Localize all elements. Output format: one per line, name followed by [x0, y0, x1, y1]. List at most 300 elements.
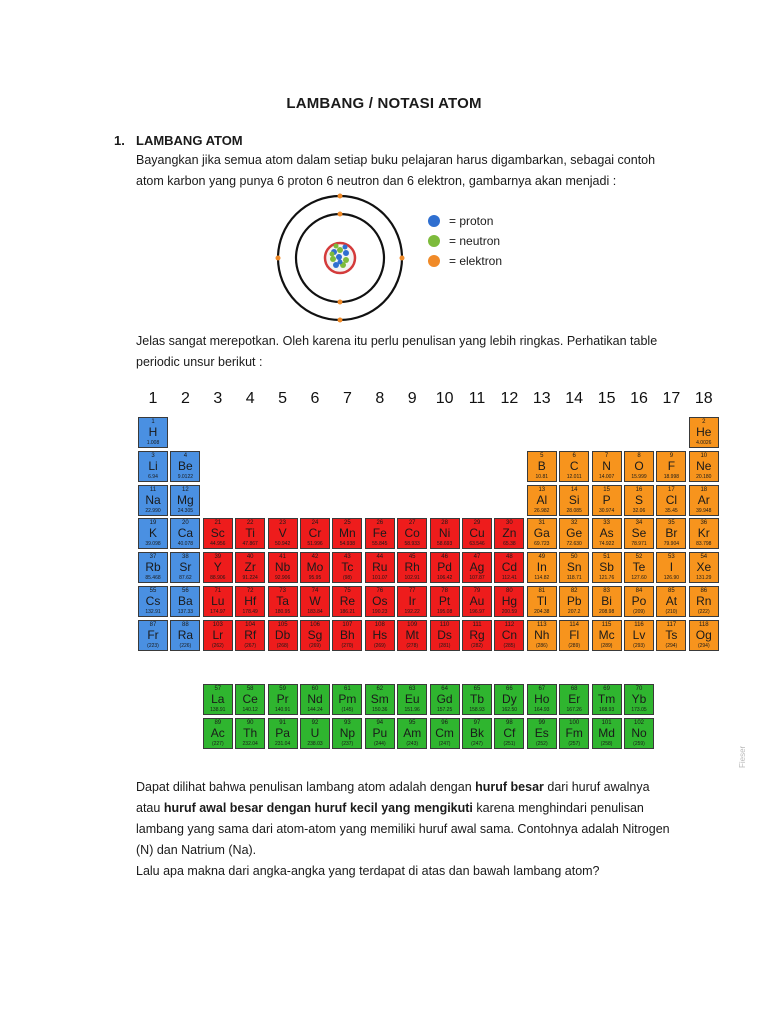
atomic-number: 4: [183, 452, 188, 459]
atomic-mass: 26.982: [534, 507, 550, 514]
atomic-number: 65: [473, 686, 481, 692]
atomic-mass: (244): [373, 740, 386, 747]
atomic-mass: (243): [406, 740, 419, 747]
element-symbol: Cd: [501, 560, 518, 575]
element-cell-at: [656, 586, 686, 617]
group-number-10: 10: [435, 390, 454, 407]
element-cell-ra: [170, 620, 200, 651]
explanation-line-1c: dari huruf awalnya: [543, 780, 650, 794]
atomic-mass: (270): [341, 642, 354, 649]
atomic-mass: 140.91: [274, 707, 291, 713]
element-cell-ti: [235, 518, 265, 549]
group-number-2: 2: [180, 390, 190, 407]
element-symbol: Lv: [632, 627, 646, 642]
element-symbol: V: [278, 526, 287, 541]
atomic-mass: 158.93: [469, 707, 485, 713]
element-symbol: Bk: [469, 725, 484, 740]
atomic-mass: (262): [211, 642, 224, 649]
atomic-mass: (237): [341, 740, 354, 747]
element-cell-pa: [268, 718, 298, 749]
atomic-number: 49: [538, 554, 546, 561]
element-symbol: S: [634, 492, 643, 507]
element-cell-u: [300, 718, 330, 749]
atomic-number: 20: [182, 520, 189, 527]
atomic-number: 33: [603, 520, 610, 527]
atomic-number: 51: [603, 554, 610, 561]
atomic-mass: 51.996: [307, 541, 323, 548]
element-symbol: Rg: [469, 627, 485, 642]
element-cell-th: [235, 718, 265, 749]
atomic-mass: (289): [600, 642, 613, 649]
atomic-number: 8: [637, 452, 641, 459]
atomic-number: 31: [538, 520, 546, 527]
atomic-mass: 50.942: [274, 541, 291, 548]
atomic-number: 69: [603, 686, 610, 692]
group-number-4: 4: [245, 390, 255, 407]
atomic-mass: (222): [697, 609, 710, 615]
element-symbol: Zn: [502, 526, 517, 541]
element-cell-f: [656, 451, 686, 482]
paragraph-explanation: [136, 777, 696, 882]
element-symbol: Cs: [145, 594, 161, 608]
element-symbol: Sn: [566, 560, 582, 575]
atomic-mass: (223): [147, 642, 159, 649]
element-symbol: Nh: [534, 627, 550, 642]
atomic-number: 41: [279, 554, 286, 561]
atomic-number: 38: [182, 554, 189, 561]
atomic-mass: (98): [342, 575, 352, 582]
element-cell-ga: [527, 518, 557, 549]
atomic-number: 72: [246, 588, 254, 594]
periodic-line-1: Jelas sangat merepotkan. Oleh karena itu perlu penulisan yang lebih ringkas. Perhatikan table: [136, 334, 658, 348]
element-symbol: Zr: [244, 560, 256, 575]
element-symbol: Rn: [696, 594, 712, 608]
element-symbol: Am: [403, 725, 422, 740]
atomic-number: 91: [279, 719, 286, 726]
element-symbol: P: [602, 492, 611, 507]
element-cell-lv: [624, 620, 654, 651]
atomic-number: 103: [212, 621, 223, 628]
atomic-number: 66: [506, 686, 513, 692]
atomic-number: 22: [246, 520, 254, 527]
element-symbol: Fl: [569, 627, 580, 642]
element-symbol: Y: [213, 560, 222, 575]
element-symbol: Be: [178, 458, 193, 473]
atomic-number: 59: [279, 686, 286, 692]
atomic-number: 64: [441, 686, 448, 692]
element-cell-ar: [689, 485, 719, 516]
element-cell-mn: [332, 518, 362, 549]
atomic-number: 101: [601, 719, 612, 726]
atomic-number: 74: [311, 588, 319, 594]
element-symbol: Pm: [338, 692, 357, 706]
atomic-number: 13: [538, 486, 546, 493]
atomic-number: 67: [538, 686, 546, 692]
element-symbol: B: [537, 458, 546, 473]
element-symbol: Ac: [210, 725, 225, 740]
atomic-mass: 200.59: [501, 609, 518, 615]
element-symbol: Ho: [534, 692, 550, 706]
element-cell-bi: [592, 586, 622, 617]
atomic-number: 9: [669, 452, 674, 459]
element-cell-cu: [462, 518, 492, 549]
element-cell-eu: [397, 684, 427, 715]
element-symbol: Pa: [275, 725, 290, 740]
element-cell-k: [138, 518, 168, 549]
atomic-mass: 28.085: [566, 507, 582, 514]
element-cell-rf: [235, 620, 265, 651]
element-cell-rg: [462, 620, 492, 651]
atomic-number: 11: [149, 486, 157, 493]
atomic-mass: 54.938: [339, 541, 356, 548]
element-cell-fm: [559, 718, 589, 749]
atomic-number: 26: [376, 520, 384, 527]
element-cell-bk: [462, 718, 492, 749]
element-cell-p: [592, 485, 622, 516]
atomic-mass: (289): [568, 642, 581, 649]
atomic-mass: 140.12: [242, 707, 258, 713]
atomic-mass: 144.24: [307, 707, 323, 713]
atomic-mass: 118.71: [566, 575, 582, 582]
element-symbol: Pr: [276, 692, 289, 706]
element-symbol: Pd: [437, 560, 452, 575]
atomic-number: 70: [635, 686, 643, 692]
atomic-number: 21: [214, 520, 222, 527]
element-symbol: Ni: [438, 526, 451, 541]
atomic-number: 54: [700, 554, 708, 561]
atomic-mass: 91.224: [242, 575, 258, 582]
element-symbol: Cu: [469, 526, 485, 541]
element-symbol: Al: [536, 492, 548, 507]
element-cell-sg: [300, 620, 330, 651]
element-symbol: La: [211, 692, 225, 706]
atomic-mass: (145): [341, 707, 354, 713]
atomic-mass: 15.999: [631, 473, 647, 480]
atomic-number: 90: [246, 719, 254, 726]
element-symbol: Ru: [372, 560, 388, 575]
atomic-number: 53: [668, 554, 675, 561]
atomic-mass: 87.62: [179, 575, 192, 582]
atomic-mass: (278): [406, 642, 419, 649]
element-cell-pb: [559, 586, 589, 617]
element-cell-la: [203, 684, 233, 715]
atomic-number: 7: [604, 452, 609, 459]
element-cell-mc: [592, 620, 622, 651]
atomic-mass: 107.87: [469, 575, 485, 582]
atomic-number: 2: [702, 419, 706, 425]
atomic-number: 87: [149, 621, 157, 628]
element-symbol: Ts: [665, 627, 678, 642]
element-cell-te: [624, 552, 654, 583]
atomic-number: 3: [151, 452, 155, 459]
atomic-mass: 162.50: [501, 707, 518, 713]
element-cell-y: [203, 552, 233, 583]
element-symbol: Bh: [340, 627, 355, 642]
atomic-number: 12: [182, 486, 189, 493]
element-cell-au: [462, 586, 492, 617]
element-cell-bh: [332, 620, 362, 651]
atomic-number: 47: [473, 554, 481, 561]
atomic-mass: 106.42: [436, 575, 453, 582]
group-number-11: 11: [468, 390, 486, 407]
element-cell-cd: [494, 552, 524, 583]
atomic-number: 68: [570, 686, 578, 692]
paragraph-intro: [136, 150, 696, 192]
element-symbol: Er: [568, 692, 581, 706]
legend-proton: [428, 211, 502, 231]
element-symbol: Bi: [601, 594, 612, 608]
element-cell-zr: [235, 552, 265, 583]
atomic-mass: 101.07: [372, 575, 388, 582]
atomic-mass: 6.94: [148, 473, 158, 480]
element-cell-sc: [203, 518, 233, 549]
element-cell-lr: [203, 620, 233, 651]
element-symbol: Es: [534, 725, 549, 740]
atomic-number: 60: [311, 686, 319, 692]
intro-line-1: Bayangkan jika semua atom dalam setiap buku pelajaran harus digambarkan, sebagai contoh: [136, 153, 656, 167]
atomic-number: 55: [149, 588, 157, 594]
atomic-mass: 79.904: [663, 541, 680, 548]
element-symbol: Yb: [631, 692, 647, 706]
atomic-number: 102: [633, 719, 644, 726]
atomic-mass: 127.60: [631, 575, 647, 582]
element-symbol: Eu: [404, 692, 420, 706]
atomic-mass: 40.078: [177, 541, 194, 548]
atomic-mass: 131.29: [696, 575, 712, 582]
element-symbol: Ag: [469, 560, 485, 575]
atomic-mass: (294): [697, 642, 710, 649]
element-symbol: I: [669, 560, 674, 575]
element-cell-sm: [365, 684, 395, 715]
element-cell-no: [624, 718, 654, 749]
element-cell-sr: [170, 552, 200, 583]
element-symbol: H: [148, 425, 158, 439]
element-symbol: Os: [372, 594, 388, 608]
atomic-number: 113: [537, 621, 547, 628]
element-cell-mg: [170, 485, 200, 516]
atomic-number: 116: [634, 621, 644, 628]
atomic-mass: (267): [244, 642, 257, 649]
atomic-number: 73: [279, 588, 286, 594]
atomic-number: 29: [473, 520, 481, 527]
atomic-mass: 35.45: [665, 507, 678, 514]
element-cell-si: [559, 485, 589, 516]
atomic-number: 112: [504, 621, 515, 628]
element-symbol: Ca: [177, 526, 194, 541]
element-cell-hf: [235, 586, 265, 617]
element-cell-fl: [559, 620, 589, 651]
element-cell-lu: [203, 586, 233, 617]
element-symbol: Ga: [533, 526, 550, 541]
atomic-mass: 238.03: [307, 740, 323, 747]
element-symbol: Tl: [536, 594, 547, 608]
element-symbol: Md: [598, 725, 615, 740]
element-cell-c: [559, 451, 589, 482]
atomic-mass: 63.546: [469, 541, 485, 548]
atomic-number: 92: [311, 719, 319, 726]
element-symbol: Sc: [210, 526, 225, 541]
element-symbol: Mc: [598, 627, 615, 642]
atomic-mass: (293): [633, 642, 645, 649]
element-cell-br: [656, 518, 686, 549]
element-cell-in: [527, 552, 557, 583]
element-symbol: Sm: [370, 692, 389, 706]
periodic-line-2: periodic unsur berikut :: [136, 355, 263, 369]
element-symbol: Sr: [179, 560, 192, 575]
atomic-mass: (259): [633, 740, 645, 747]
element-cell-mt: [397, 620, 427, 651]
atomic-number: 93: [344, 719, 351, 726]
atomic-mass: 208.98: [598, 609, 615, 615]
atomic-mass: 47.867: [242, 541, 258, 548]
element-cell-ta: [268, 586, 298, 617]
atomic-mass: (281): [438, 642, 451, 649]
atomic-mass: 74.922: [598, 541, 615, 548]
element-symbol: Kr: [697, 526, 710, 541]
atomic-mass: 174.97: [210, 609, 226, 615]
element-cell-rh: [397, 552, 427, 583]
atomic-number: 77: [408, 588, 416, 594]
atomic-number: 63: [408, 686, 416, 692]
carbon-atom-diagram: [270, 190, 410, 330]
atomic-mass: (247): [438, 740, 451, 747]
atomic-number: 100: [569, 719, 580, 726]
element-symbol: Og: [695, 627, 712, 642]
element-cell-hg: [494, 586, 524, 617]
element-symbol: Mo: [306, 560, 324, 575]
element-cell-og: [689, 620, 719, 651]
atomic-mass: 186.21: [339, 609, 356, 615]
element-symbol: Fe: [372, 526, 387, 541]
group-number-8: 8: [375, 390, 385, 407]
atomic-number: 79: [473, 588, 481, 594]
element-cell-ru: [365, 552, 395, 583]
element-symbol: C: [569, 458, 579, 473]
group-number-16: 16: [630, 390, 648, 407]
element-cell-pm: [332, 684, 362, 715]
element-symbol: Ne: [696, 458, 712, 473]
element-cell-os: [365, 586, 395, 617]
element-symbol: Fr: [147, 627, 159, 642]
group-number-13: 13: [532, 390, 551, 407]
atomic-number: 78: [441, 588, 448, 594]
proton-dot-icon: [428, 215, 440, 227]
legend-neutron-label: = neutron: [449, 234, 501, 248]
atomic-number: 43: [344, 554, 351, 561]
element-symbol: Te: [632, 560, 646, 575]
element-symbol: Db: [274, 627, 291, 642]
atomic-number: 18: [700, 486, 708, 493]
element-cell-mo: [300, 552, 330, 583]
element-cell-cf: [494, 718, 524, 749]
element-symbol: Pt: [438, 594, 451, 608]
atomic-mass: 4.0026: [696, 440, 712, 446]
element-cell-h: [138, 417, 168, 448]
element-symbol: Cr: [308, 526, 322, 541]
element-cell-cl: [656, 485, 686, 516]
element-symbol: Pb: [566, 594, 582, 608]
atomic-mass: 32.06: [632, 507, 646, 514]
element-cell-cn: [494, 620, 524, 651]
atomic-mass: (282): [471, 642, 483, 649]
atomic-number: 89: [214, 719, 222, 726]
element-cell-fe: [365, 518, 395, 549]
atomic-number: 24: [311, 520, 319, 527]
element-symbol: Lu: [211, 594, 225, 608]
element-symbol: W: [309, 594, 321, 608]
atomic-mass: 112.41: [501, 575, 517, 582]
element-symbol: Mg: [177, 492, 194, 507]
atomic-number: 85: [668, 588, 675, 594]
atomic-number: 45: [408, 554, 416, 561]
atomic-mass: 137.33: [177, 609, 194, 615]
atomic-number: 105: [277, 621, 288, 628]
atomic-mass: 168.93: [598, 707, 615, 713]
element-symbol: K: [148, 526, 157, 541]
atomic-mass: (268): [276, 642, 289, 649]
element-symbol: Tm: [597, 692, 616, 706]
element-symbol: Mt: [405, 627, 419, 642]
atomic-mass: (285): [503, 642, 516, 649]
atomic-mass: (252): [535, 740, 548, 747]
element-symbol: Ti: [245, 526, 255, 541]
element-symbol: Pu: [372, 725, 388, 740]
atomic-number: 96: [441, 719, 448, 726]
neutron-dot-icon: [428, 235, 440, 247]
atomic-mass: (286): [535, 642, 548, 649]
intro-line-2: atom karbon yang punya 6 proton 6 neutron dan 6 elektron, gambarnya akan menjadi :: [136, 174, 617, 188]
element-cell-er: [559, 684, 589, 715]
element-symbol: Au: [469, 594, 485, 608]
atomic-number: 32: [570, 520, 578, 527]
atomic-number: 50: [570, 554, 578, 561]
atomic-number: 61: [344, 686, 351, 692]
element-symbol: Ir: [408, 594, 416, 608]
atomic-number: 114: [569, 621, 579, 628]
atomic-number: 94: [376, 719, 384, 726]
atomic-number: 76: [376, 588, 384, 594]
element-cell-pt: [430, 586, 460, 617]
atomic-mass: 207.2: [567, 609, 581, 615]
atomic-number: 6: [572, 452, 576, 459]
atomic-mass: 22.990: [145, 507, 161, 514]
element-cell-li: [138, 451, 168, 482]
element-cell-rb: [138, 552, 168, 583]
element-symbol: Dy: [502, 692, 517, 706]
atomic-mass: 132.91: [145, 609, 161, 615]
atomic-number: 98: [506, 719, 513, 726]
element-cell-cs: [138, 586, 168, 617]
element-cell-es: [527, 718, 557, 749]
element-cell-s: [624, 485, 654, 516]
element-symbol: As: [599, 526, 614, 541]
element-symbol: Si: [568, 492, 580, 507]
atomic-mass: (247): [471, 740, 483, 747]
atomic-mass: 58.693: [436, 541, 453, 548]
atomic-number: 28: [441, 520, 448, 527]
atomic-mass: 195.08: [436, 609, 453, 615]
element-symbol: O: [634, 458, 644, 473]
atomic-mass: (269): [373, 642, 386, 649]
atomic-number: 40: [246, 554, 254, 561]
atomic-number: 52: [635, 554, 643, 561]
atomic-number: 56: [182, 588, 189, 594]
element-cell-as: [592, 518, 622, 549]
atomic-mass: 18.998: [663, 473, 680, 480]
element-cell-tm: [592, 684, 622, 715]
element-cell-ir: [397, 586, 427, 617]
atomic-number: 104: [245, 621, 256, 628]
